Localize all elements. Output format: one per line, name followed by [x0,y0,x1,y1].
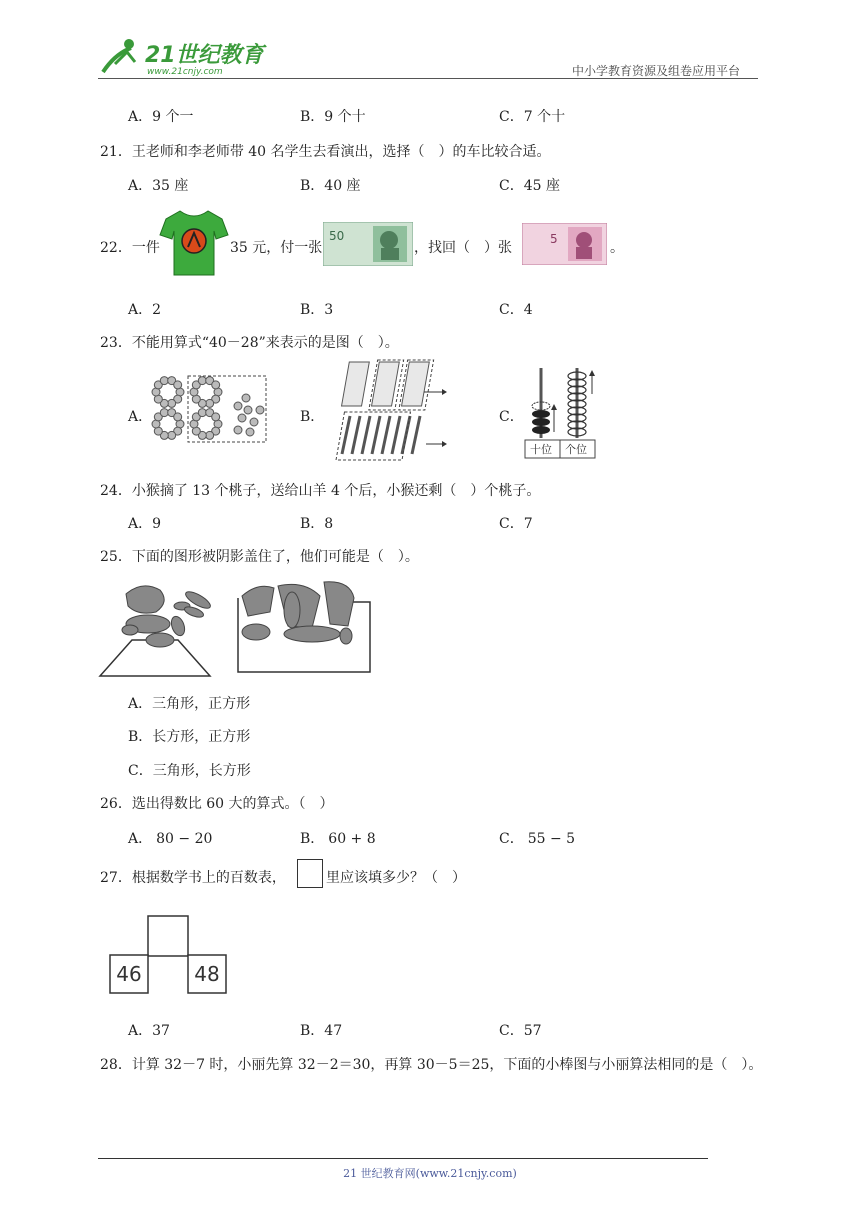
q26-option-c-expr: 55 − 5 [527,831,576,847]
bead-rings-diagram [150,374,270,450]
q28-stem: 28．计算 32－7 时，小丽先算 32－2＝30，再算 30－5＝25，下面的小棒图与小丽算法相同的是（ ）。 [100,1057,763,1073]
bead [234,402,242,410]
q23-option-a[interactable]: A． [128,409,153,425]
bead [256,406,264,414]
bead [160,409,168,417]
q20-option-c[interactable]: C．7 个十 [499,109,566,125]
bead [198,409,206,417]
q26-option-b-label: B． [300,831,325,847]
q26-option-c[interactable] [499,828,575,848]
bead [238,414,246,422]
bead [212,381,220,389]
bead [250,418,258,426]
svg-text:www.21cnjy.com: www.21cnjy.com [147,67,223,77]
q21-stem: 21．王老师和李老师带 40 名学生去看演出，选择（ ）的车比较合适。 [100,144,551,160]
bead [244,406,252,414]
q20-option-b[interactable]: B．9 个十 [300,109,366,125]
bead [168,399,176,407]
abacus-diagram [524,364,596,464]
q22-stem-part4: 。 [610,240,624,256]
q25-option-c[interactable]: C．三角形，长方形 [128,763,251,779]
abacus-ones-label: 个位 [565,443,587,456]
q26-option-a-expr: 80 − 20 [156,831,213,847]
tshirt-image [158,207,230,283]
stick-bundles-diagram [320,358,450,468]
chart-cell-46: 46 [116,962,142,986]
q23-option-b[interactable]: B． [300,409,325,425]
bead [242,394,250,402]
banknote-5-image [522,223,607,269]
header-platform-text: 中小学教育资源及组卷应用平台 [572,64,741,78]
q26-option-a-label: A． [128,831,153,847]
q22-stem-part2: 35 元，付一张 [230,240,323,256]
bead [174,413,182,421]
q22-stem-part1: 22．一件 [100,240,160,256]
q26-option-a[interactable] [128,828,212,848]
q27-stem-part2: 里应该填多少？（ ） [326,870,466,886]
q26-option-b-expr: 60 + 8 [328,831,376,847]
q26-stem: 26．选出得数比 60 大的算式。（ ） [100,796,334,812]
bead [206,431,214,439]
q22-option-c[interactable]: C．4 [499,302,533,318]
bead [174,381,182,389]
abacus-tens-label: 十位 [530,443,552,456]
note-50-value: 50 [329,229,345,243]
bead [168,431,176,439]
q20-option-a[interactable]: A．9 个一 [128,109,194,125]
footer-divider [98,1158,708,1159]
q26-option-c-label: C． [499,831,524,847]
header-divider [98,78,758,79]
bead [206,399,214,407]
q27-stem-part1: 27．根据数学书上的百数表， [100,870,286,886]
q25-option-a[interactable]: A．三角形，正方形 [128,696,251,712]
q26-option-b[interactable] [300,828,376,848]
q27-option-b[interactable]: B．47 [300,1023,343,1039]
q27-option-c[interactable]: C．57 [499,1023,542,1039]
chart-cell-48: 48 [194,962,220,986]
q24-option-a[interactable]: A．9 [128,516,162,532]
q24-stem: 24．小猴摘了 13 个桃子，送给山羊 4 个后，小猴还剩（ ）个桃子。 [100,483,541,499]
bead [246,428,254,436]
site-logo [95,34,275,78]
blank-box-icon [297,859,323,888]
shaded-shapes-diagram [98,576,378,684]
banknote-50-image [323,222,413,270]
note-5-value: 5 [550,232,558,246]
q21-option-b[interactable]: B．40 座 [300,178,361,194]
bead [160,377,168,385]
svg-text:21世纪教育: 21世纪教育 [145,43,264,68]
q24-option-b[interactable]: B．8 [300,516,334,532]
q25-stem: 25．下面的图形被阴影盖住了，他们可能是（ ）。 [100,549,419,565]
bead [198,377,206,385]
q22-option-b[interactable]: B．3 [300,302,334,318]
q23-option-c[interactable]: C． [499,409,524,425]
q22-stem-part3: ，找回（ ）张 [414,240,512,256]
bead [212,413,220,421]
q25-option-b[interactable]: B．长方形，正方形 [128,729,251,745]
q22-option-a[interactable]: A．2 [128,302,162,318]
q21-option-c[interactable]: C．45 座 [499,178,560,194]
q24-option-c[interactable]: C．7 [499,516,533,532]
hundred-chart-fragment [108,914,230,1000]
footer-text[interactable]: 21 世纪教育网(www.21cnjy.com) [343,1167,517,1180]
bead [234,426,242,434]
q23-stem: 23．不能用算式“40－28”来表示的是图（ ）。 [100,335,399,351]
q27-option-a[interactable]: A．37 [128,1023,170,1039]
q21-option-a[interactable]: A．35 座 [128,178,189,194]
